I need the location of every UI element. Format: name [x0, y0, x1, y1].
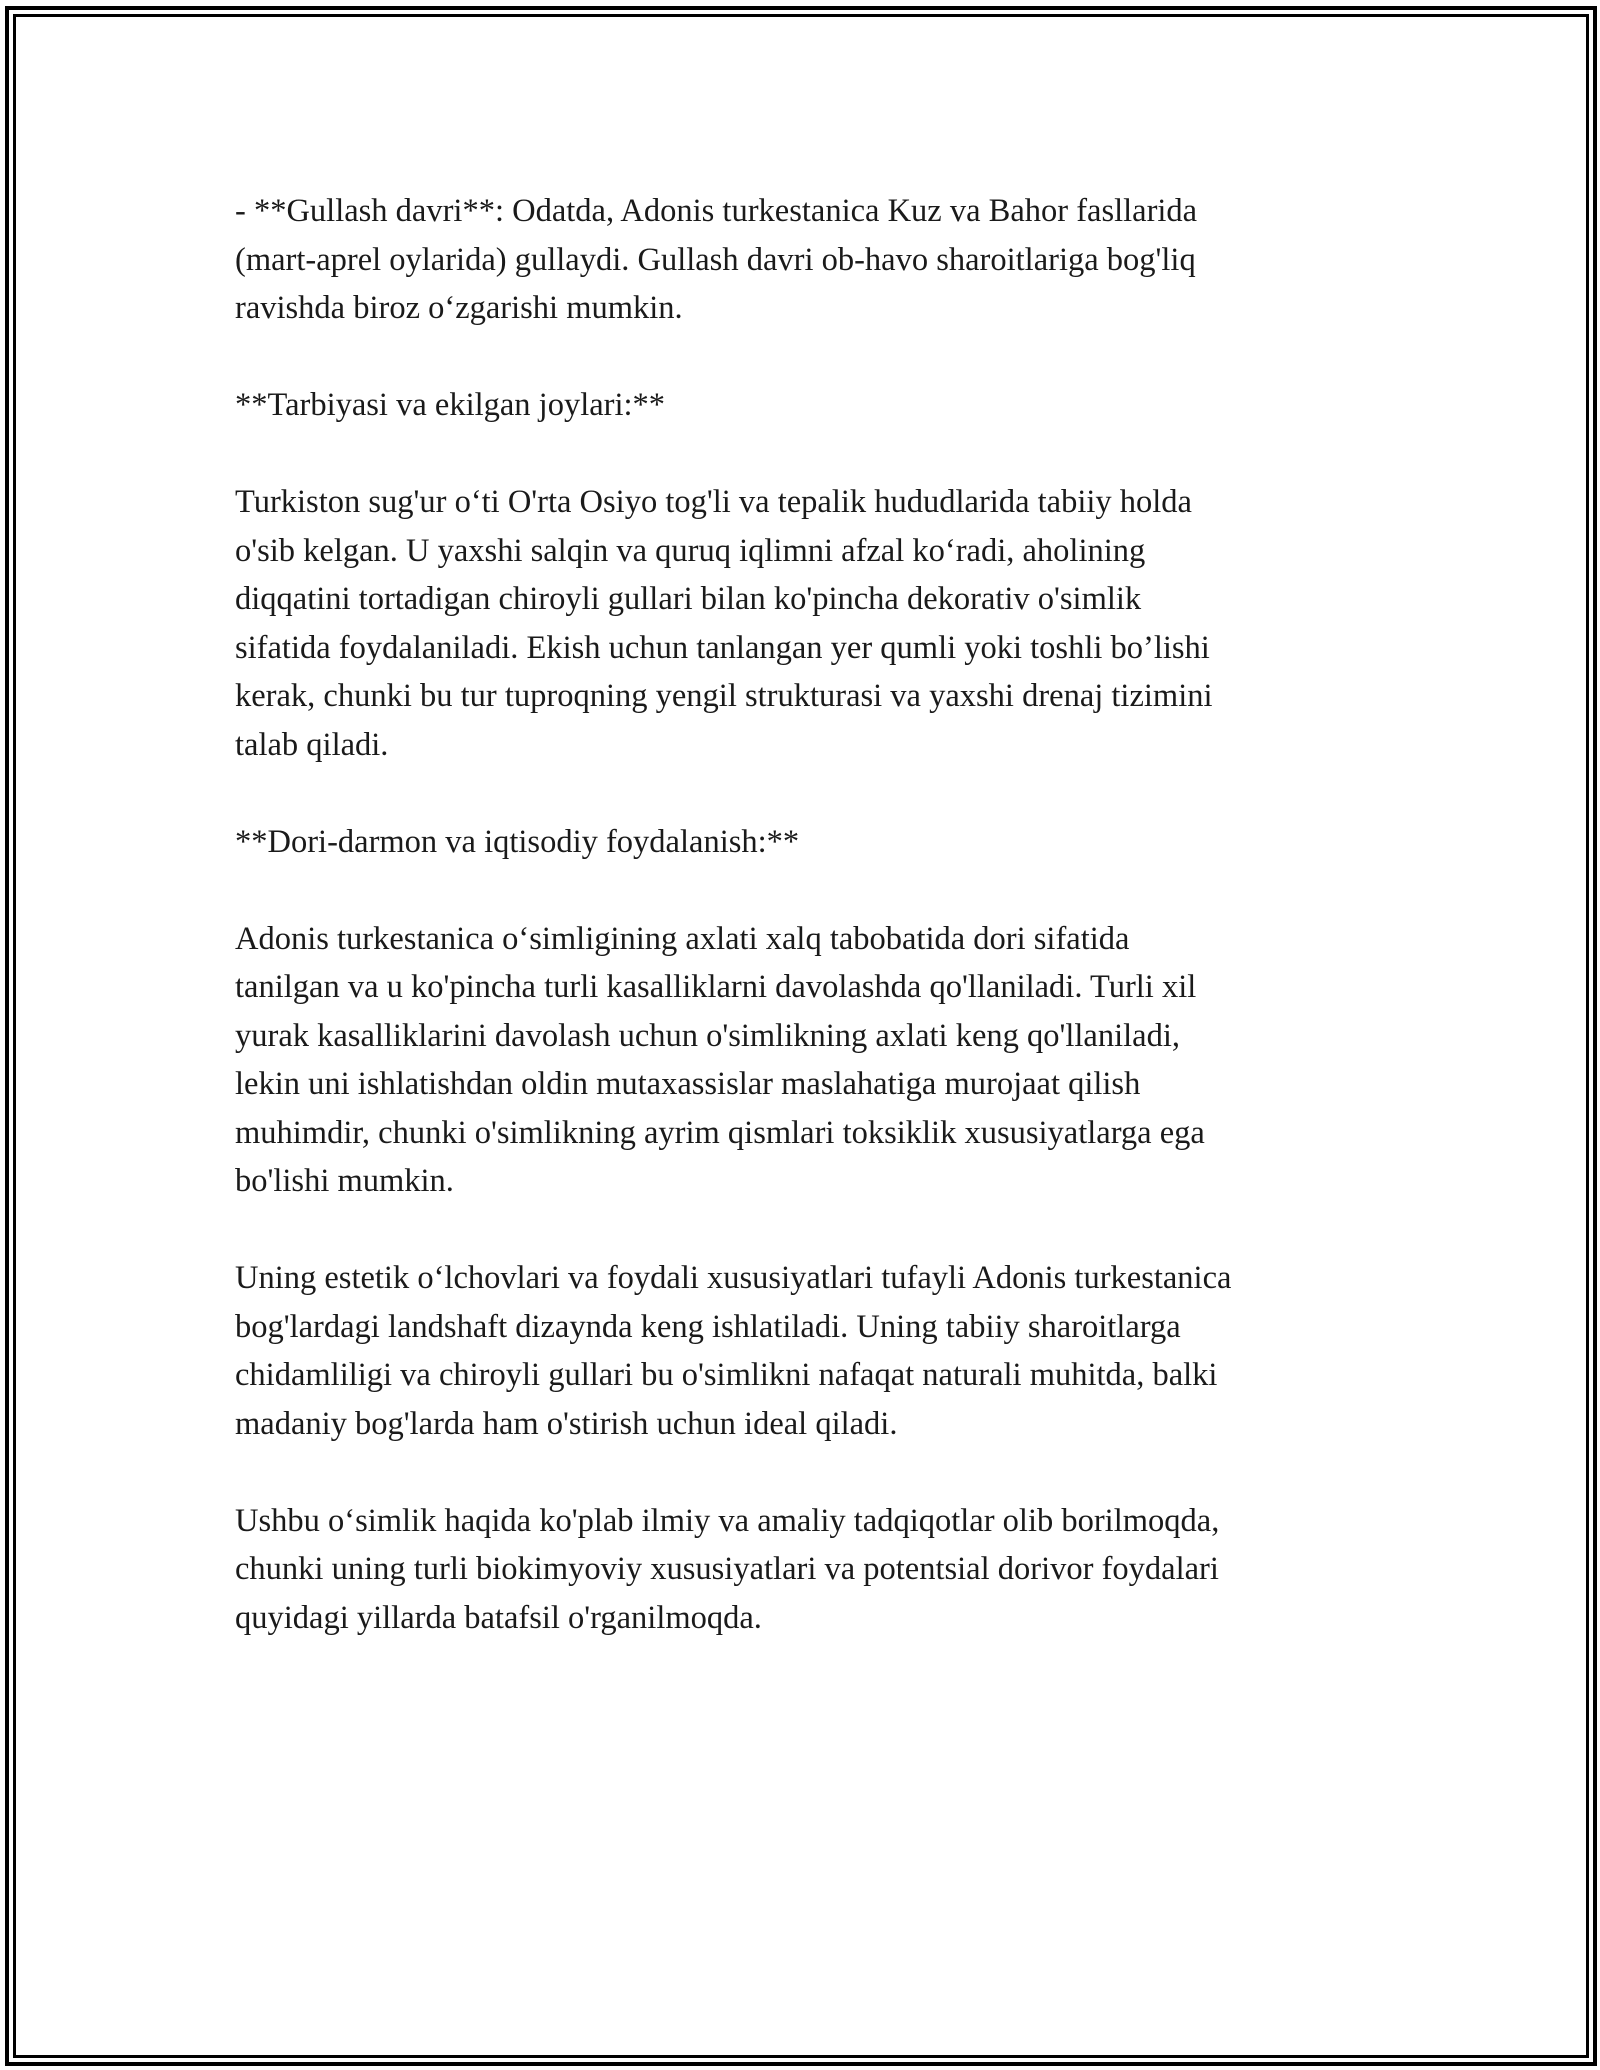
- heading-medicinal-use: **Dori-darmon va iqtisodiy foydalanish:**: [235, 823, 800, 860]
- paragraph-landscape-use: Uning estetik o‘lchovlari va foydali xususiyatlari tufayli Adonis turkestanica bog'lardagi landshaft dizaynda keng ishlatiladi. Uning tabiiy sharoitlarga chidamliligi va chiroyli gullari bu o'simlikni nafaqat naturali muhitda, balki madaniy bog'larda ham o'stirish uchun ideal qiladi.: [235, 1260, 1232, 1442]
- paragraph-medicinal-use: Adonis turkestanica o‘simligining axlati xalq tabobatida dori sifatida tanilgan va u ko'pincha turli kasalliklarni davolashda qo'llaniladi. Turli xil yurak kasalliklarini davolash uchun o'simlikning axlati keng qo'llaniladi, lekin uni ishlatishdan oldin mutaxassislar maslahatiga murojaat qilish muhimdir, chunki o'simlikning ayrim qismlari toksiklik xususiyatlarga ega bo'lishi mumkin.: [235, 920, 1205, 1199]
- paragraph-research: Ushbu o‘simlik haqida ko'plab ilmiy va amaliy tadqiqotlar olib borilmoqda, chunki uning turli biokimyoviy xususiyatlari va potentsial dorivor foydalari quyidagi yillarda batafsil o'rganilmoqda.: [235, 1502, 1220, 1636]
- paragraph-flowering-period: - **Gullash davri**: Odatda, Adonis turkestanica Kuz va Bahor fasllarida (mart-aprel oylarida) gullaydi. Gullash davri ob-havo sharoitlariga bog'liq ravishda biroz o‘zgarishi mumkin.: [235, 193, 1198, 326]
- heading-cultivation: **Tarbiyasi va ekilgan joylari:**: [235, 387, 666, 423]
- paragraph-cultivation: Turkiston sug'ur o‘ti O'rta Osiyo tog'li va tepalik hududlarida tabiiy holda o'sib kelgan. U yaxshi salqin va quruq iqlimni afzal ko‘radi, aholining diqqatini tortadigan chiroyli gullari bilan ko'pincha dekorativ o'simlik sifatida foydalaniladi. Ekish uchun tanlangan yer qumli yoki toshli bo’lishi kerak, chunki bu tur tuproqning yengil strukturasi va yaxshi drenaj tizimini talab qiladi.: [235, 484, 1213, 763]
- document-body: [235, 187, 1375, 1691]
